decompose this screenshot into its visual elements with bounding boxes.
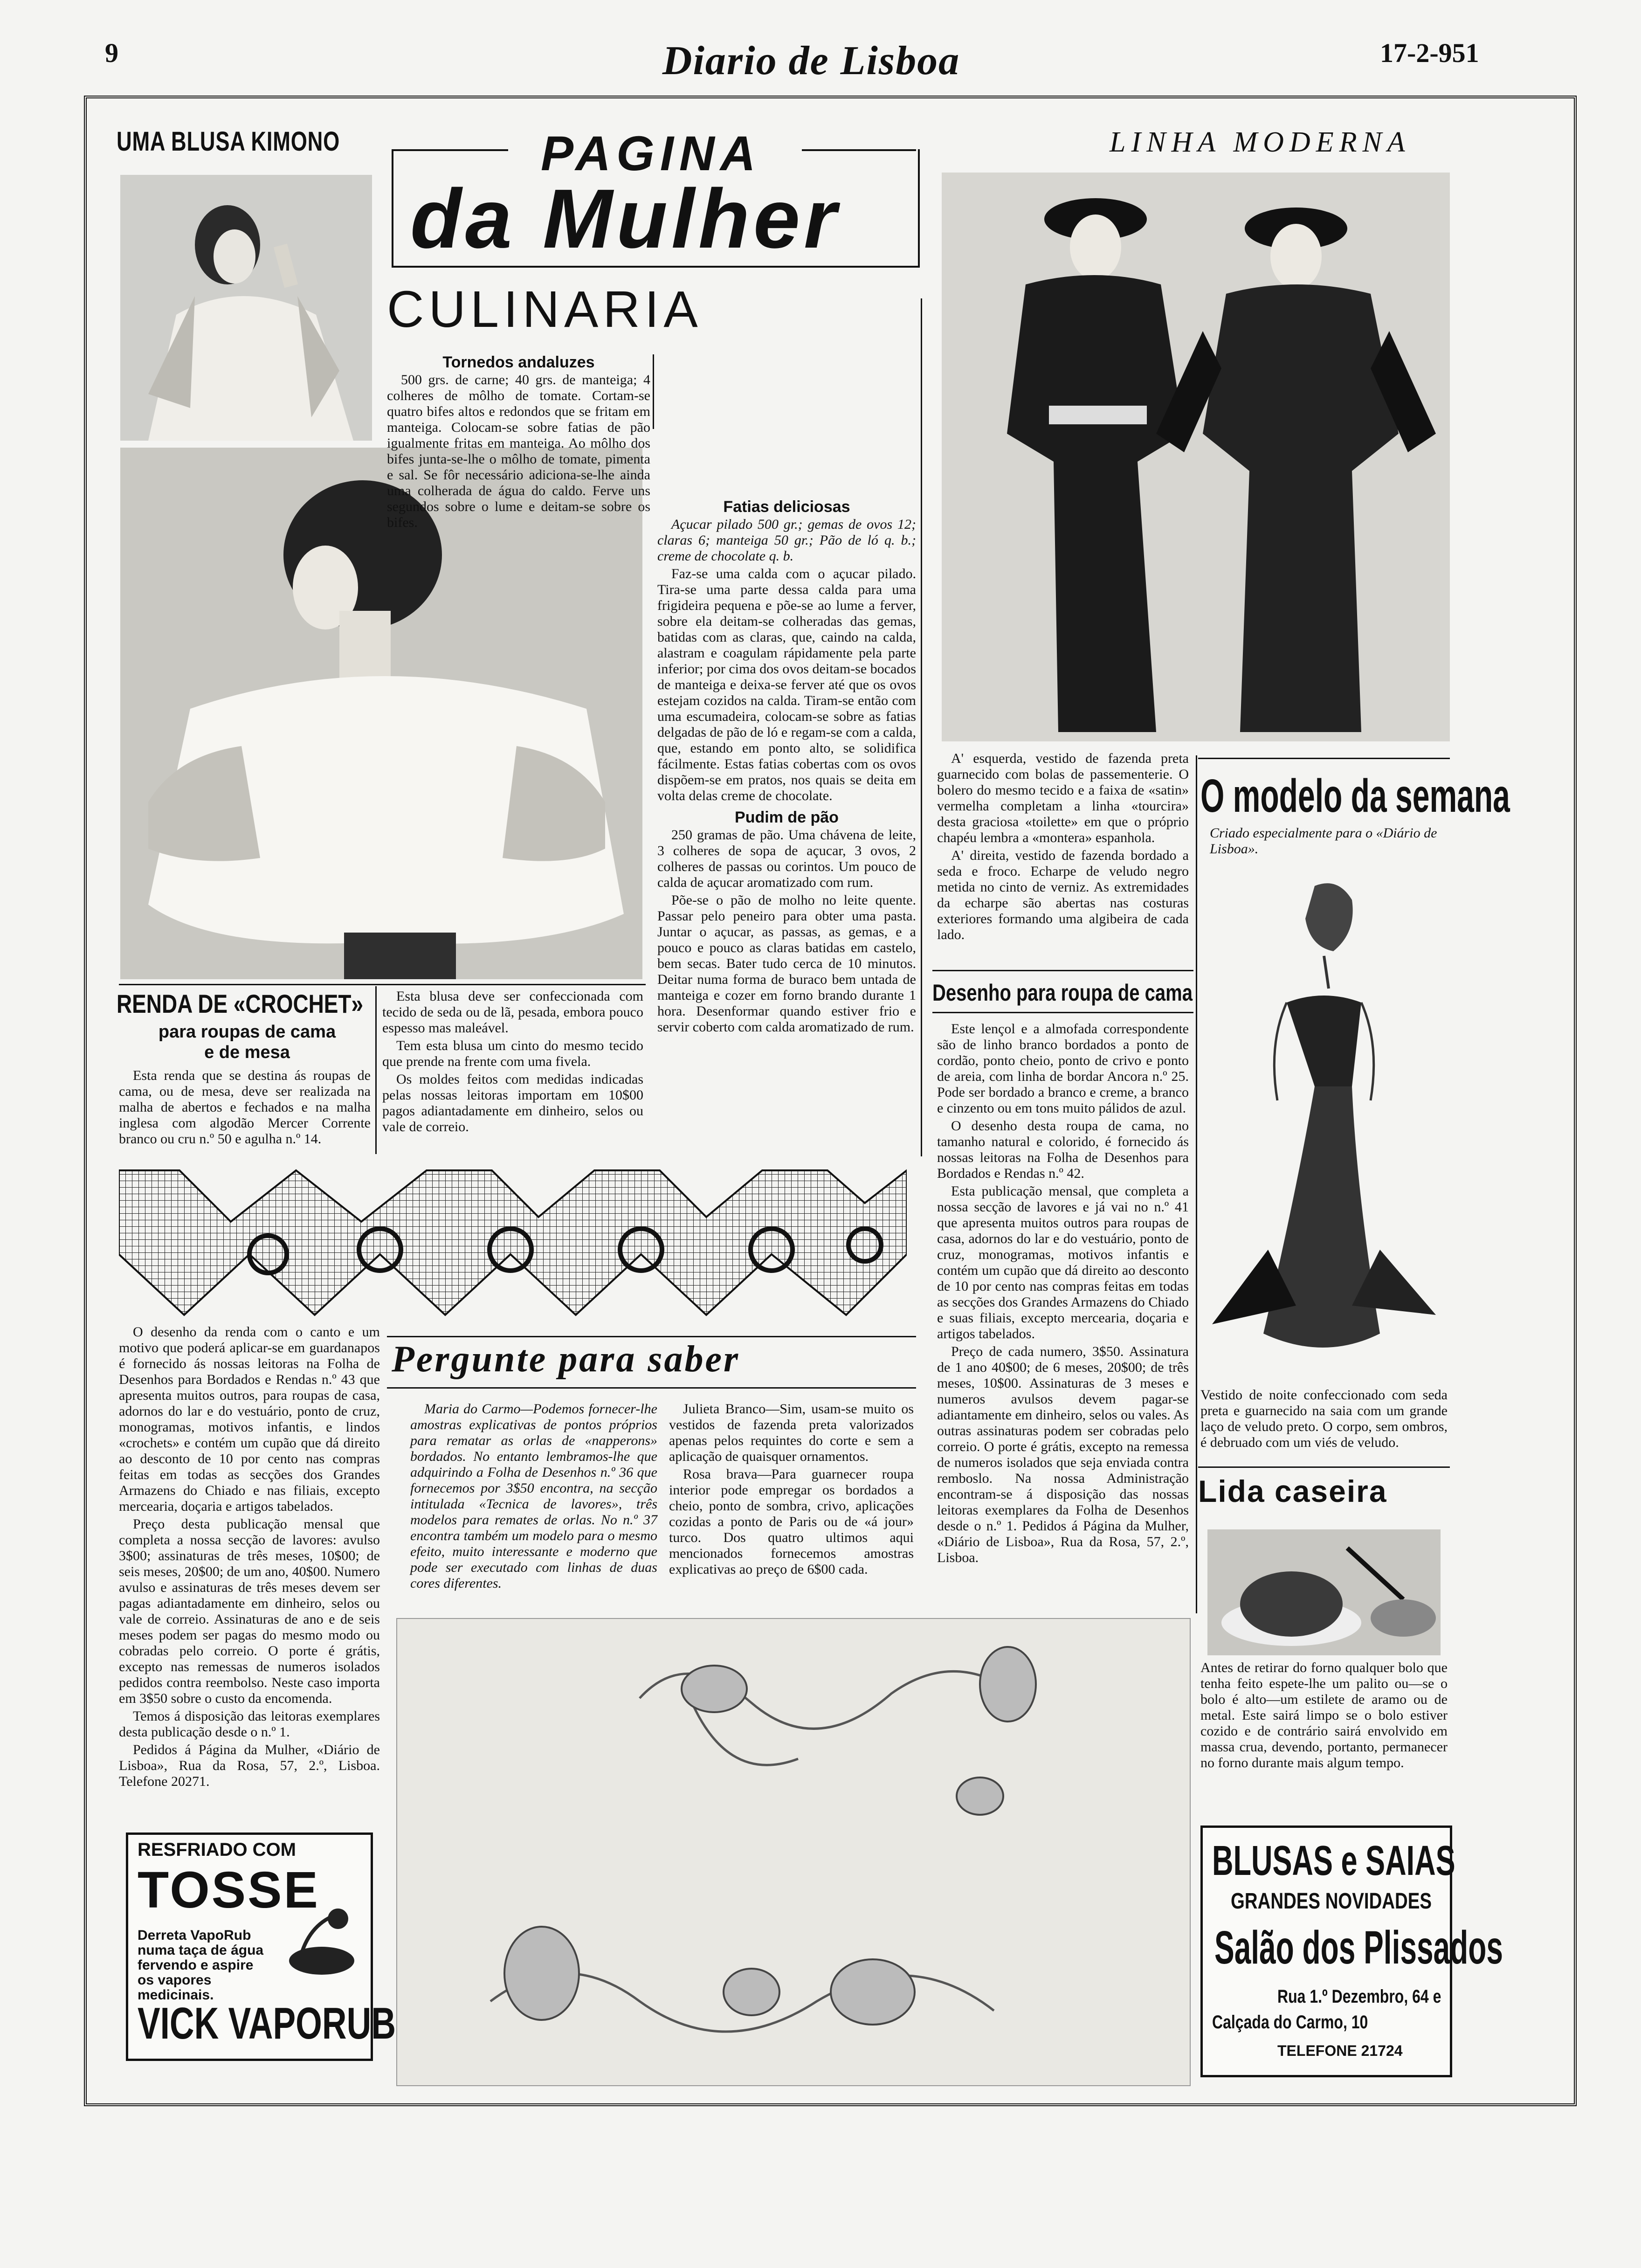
kimono-title: UMA BLUSA KIMONO bbox=[117, 126, 340, 157]
modelo-subtitle: Criado especialmente para o «Diário de Lisboa». bbox=[1210, 825, 1437, 857]
blusas-line5: Calçada do Carmo, 10 bbox=[1212, 2012, 1368, 2033]
pudim-text-2: Põe-se o pão de molho no leite quente. Passar pelo peneiro para obter uma pasta. Juntar o açucar, as passas, as gemas, e a pouco e pouco as claras batidas em castelo, bem secas. Bater tudo cerca de 10 minutos. Deitar numa forma de buraco bem untada de manteiga e cozer em forno brando durante 1 hora. Desenformar quando estiver frio e servir coberto com calda aromatizado de rum. bbox=[657, 892, 916, 1035]
desenho-section bbox=[937, 1021, 1189, 1568]
blusas-line4: Rua 1.º Dezembro, 64 e bbox=[1277, 1986, 1441, 2007]
vicks-illustration bbox=[282, 1905, 361, 1979]
tornedos-title: Tornedos andaluzes bbox=[442, 353, 595, 371]
crochet-body-4: Pedidos á Página da Mulher, «Diário de Lisboa», Rua da Rosa, 57, 2.º, Lisboa. Telefone 20271. bbox=[119, 1742, 380, 1789]
bedding-embroidery-photo bbox=[396, 1618, 1191, 2086]
title-pagina: PAGINA bbox=[527, 126, 775, 182]
pergunte-answer-2: Julieta Branco—Sim, usam-se muito os vestidos de fazenda preta valorizados apenas pelos requintes do corte e sem a aplicação de quaisquer ornamentos. bbox=[669, 1401, 914, 1464]
crochet-intro-text: Esta renda que se destina ás roupas de cama, ou de mesa, deve ser realizada na malha de abertos e fechados e na malha inglesa com algodão Mercer Corrente branco ou cru n.º 50 e agulha n.º 14. bbox=[119, 1068, 371, 1147]
modelo-caption: Vestido de noite confeccionado com seda preta e guarnecido na saia com um grande laço de veludo preto. O corpo, sem ombros, é debruado com um viés de veludo. bbox=[1200, 1387, 1448, 1450]
kimono-caption-2: Tem esta blusa um cinto do mesmo tecido que prende na frente com uma fivela. bbox=[382, 1038, 643, 1069]
page-number: 9 bbox=[105, 38, 118, 68]
kimono-photo-small bbox=[120, 175, 372, 441]
pudim-title: Pudim de pão bbox=[735, 809, 839, 826]
pergunte-answer-3: Rosa brava—Para guarnecer roupa interior pode empregar os bordados a cheio, ponto de sombra, crivo, aplicações cozidas a ponto de Paris ou de «á jour» turco. Dos quatro ultimos aqui mencionados fornecemos amostras explicativas ao preço de 6$00 cada. bbox=[669, 1466, 914, 1577]
crochet-body-1: O desenho da renda com o canto e um motivo que poderá aplicar-se em guardanapos é fornecido ás nossas leitoras na Folha de Desenhos para Bordados e Rendas n.º 43 que apresenta muitos outros, para roupas de casa, adornos do lar e do vestuário, ponto de cruz, monogramas, motivos infantis, e lindos «crochets» e contém um cupão que dá direito ao desconto de 10 por cento nas compras feitas em todas as secções dos Grandes Armazens do Chiado e nas filiais, excepto mercearia, doçaria e artigos tabelados. bbox=[119, 1324, 380, 1514]
linha-caption-1: A' esquerda, vestido de fazenda preta guarnecido com bolas de passementerie. O bolero do mesmo tecido e a faixa de «satin» vermelha completam a linha «tourcira» desta graciosa «toilette» em que o próprio chapéu lembra a «montera» espanhola. bbox=[937, 751, 1189, 845]
blusas-line1: BLUSAS e SAIAS bbox=[1212, 1838, 1455, 1884]
blusas-saias-ad bbox=[1200, 1825, 1503, 2077]
vicks-ad bbox=[126, 1832, 396, 2061]
blusas-line6: TELEFONE 21724 bbox=[1277, 2042, 1403, 2059]
blusas-line3: Salão dos Plissados bbox=[1214, 1922, 1503, 1974]
crochet-subtitle: para roupas de cama e de mesa bbox=[158, 1022, 336, 1062]
lida-photo bbox=[1207, 1529, 1441, 1655]
modelo-illustration bbox=[1203, 867, 1445, 1380]
linha-caption-2: A' direita, vestido de fazenda bordado a seda e froco. Echarpe de veludo negro metida no cinto de verniz. As extremidades da echarpe são abertas nas costuras exteriores formando uma algibeira de cada lado. bbox=[937, 848, 1189, 942]
fatias-section bbox=[657, 499, 916, 1037]
desenho-title: Desenho para roupa de cama bbox=[932, 980, 1193, 1006]
blusas-line2: GRANDES NOVIDADES bbox=[1231, 1889, 1432, 1914]
desenho-text-3: Esta publicação mensal, que completa a nossa secção de lavores e já vai no n.º 41 que apresenta muitos outros para roupas de casa, adornos do lar e do vestuário, ponto de cruz, monogramas, motivos infantis e contém um cupão que dá direito ao desconto de 10 por cento nas compras feitas em todas as secções dos Grandes Armazens do Chiado e suas filiais, excepto mercearia, doçaria e artigos tabelados. bbox=[937, 1183, 1189, 1341]
tornedos-text: 500 grs. de carne; 40 grs. de manteiga; 4 colheres de môlho de tomate. Cortam-se quatro bifes altos e redondos que se fritam em manteiga. Colocam-se sobre fatias de pão igualmente fritas em manteiga. Ao môlho dos bifes junta-se-lhe o môlho de tomate, pimenta e sal. Se fôr necessário adiciona-se-lhe ainda uma colherada de água do caldo. Ferve uns segundos sobre o lume e deitam-se sobre os bifes. bbox=[387, 372, 650, 530]
linha-moderna-photo bbox=[942, 173, 1450, 741]
vicks-line1: RESFRIADO COM bbox=[138, 1839, 296, 1860]
vicks-line3: Derreta VapoRub numa taça de água fervendo e aspire os vapores medicinais. bbox=[138, 1928, 264, 2003]
linha-moderna-caption bbox=[937, 751, 1189, 945]
desenho-text-4: Preço de cada numero, 3$50. Assinatura de 1 ano 40$00; de 6 meses, 20$00; de três meses, 10$00. Assinaturas de 3 meses e numeros avulsos devem pagar-se adiantamente em dinheiro, selos ou vales. As outras assinaturas podem ser cobradas pelo correio. O porte é grátis, excepto na remessa de numeros isolados que seja enviada contra remboslo. Na nossa Administração encontram-se á disposição das nossas leitoras exemplares da Folha de Desenhos desde o n.º 1. Pedidos á Página da Mulher, «Diário de Lisboa», Rua da Rosa, 57, 2.º, Lisboa. bbox=[937, 1344, 1189, 1565]
lida-text: Antes de retirar do forno qualquer bolo que tenha feito espete-lhe um palito ou—se o bolo é alto—um estilete de aramo ou de metal. Este sairá limpo se o bolo estiver cozido e de contrário sairá envolvido em massa crua, devendo, portanto, permanecer no forno durante mais algum tempo. bbox=[1200, 1660, 1448, 1770]
title-mulher: da Mulher bbox=[410, 172, 841, 266]
culinaria-title: CULINARIA bbox=[387, 281, 703, 338]
crochet-body-2: Preço desta publicação mensal que completa a nossa secção de lavores: avulso 3$00; assinaturas de três meses, 10$00; de seis meses, 20$00; de um ano, 40$00. Numero avulso e assinaturas de três meses devem ser pagas adiantadamente em dinheiro, selos ou vale de correio. Assinaturas de ano e de seis meses podem ser pagas do mesmo modo ou cobradas pelo correio. O porte é grátis, excepto nas remessas de numeros isolados pedidos contra reembolso. Neste caso importa em 3$50 sobre o custo da encomenda. bbox=[119, 1516, 380, 1706]
crochet-body bbox=[119, 1324, 380, 1791]
modelo-title: O modelo da semana bbox=[1200, 770, 1510, 822]
lida-title: Lida caseira bbox=[1198, 1474, 1387, 1508]
pergunte-col2 bbox=[669, 1401, 914, 1579]
kimono-caption-1: Esta blusa deve ser confeccionada com tecido de seda ou de lã, pesada, embora pouco espesso mas maleável. bbox=[382, 989, 643, 1036]
fatias-text: Faz-se uma calda com o açucar pilado. Tira-se uma parte dessa calda para uma frigideira pequena e põe-se ao lume a ferver, sobre ela deitam-se colheradas das gemas, batidas com as claras, que, caindo na calda, alastram e coagulam rápidamente pela parte inferior; por cima dos ovos deitam-se bocados de manteiga e deixa-se ferver até que os ovos estejam cozidos na calda. Tiram-se então com uma escumadeira, colocam-se sobre as fatias delgadas de pão de ló e regam-se com a calda, que, estando em ponto alto, se solidifica fácilmente. Estas fatias cobertas com os ovos dispõem-se em pratos, nos quais se deita em volta delas creme de chocolate. bbox=[657, 566, 916, 803]
vicks-line2: TOSSE bbox=[138, 1861, 320, 1919]
tornedos-section bbox=[387, 354, 650, 532]
pergunte-answer-1: Maria do Carmo—Podemos fornecer-lhe amostras explicativas de pontos próprios para rematar as orlas de «napperons» bordados. No entanto lembramos-lhe que adquirindo a Folha de Desenhos n.º 36 que fornecemos por 3$50 encontra, na secção intitulada «Tecnica de lavores», três modelos para remates de orlas. No n.º 37 encontra também um modelo para o mesmo efeito, muito interessante e moderno que pode ser executado com linhas de duas cores diferentes. bbox=[410, 1401, 657, 1591]
crochet-body-3: Temos á disposição das leitoras exemplares desta publicação desde o n.º 1. bbox=[119, 1708, 380, 1740]
desenho-text-2: O desenho desta roupa de cama, no tamanho natural e colorido, é fornecido ás nossas leitoras na Folha de Desenhos para Bordados e Rendas n.º 42. bbox=[937, 1118, 1189, 1181]
vicks-brand: VICK VAPORUB bbox=[138, 1998, 396, 2048]
pergunte-col1 bbox=[410, 1401, 657, 1593]
crochet-lace-illustration bbox=[119, 1161, 907, 1329]
fatias-title: Fatias deliciosas bbox=[723, 498, 850, 516]
pergunte-title: Pergunte para saber bbox=[392, 1339, 740, 1380]
desenho-text-1: Este lençol e a almofada correspondente são de linho branco bordados a ponto de cordão, ponto cheio, ponto de crivo e ponto de areia, com linha de bordar Ancora n.º 25. Pode ser bordado a branco e creme, a branco e cinzento ou em tons muito pálidos de azul. bbox=[937, 1021, 1189, 1116]
masthead: Diario de Lisboa bbox=[662, 38, 960, 83]
crochet-title: RENDA DE «CROCHET» bbox=[117, 989, 364, 1018]
linha-moderna-title: LINHA MODERNA bbox=[1110, 126, 1411, 158]
kimono-caption-3: Os moldes feitos com medidas indicadas pelas nossas leitoras importam em 10$00 pagos adiantadamente em dinheiro, selos ou vale de correio. bbox=[382, 1072, 643, 1134]
fatias-ingredients: Açucar pilado 500 gr.; gemas de ovos 12; claras 6; manteiga 50 gr.; Pão de ló q. b.; creme de chocolate q. b. bbox=[657, 517, 916, 564]
pudim-text-1: 250 gramas de pão. Uma chávena de leite, 3 colheres de sopa de açucar, 3 ovos, 2 colheres de passas ou corintos. Um pouco de calda de açucar aromatizado com rum. bbox=[657, 827, 916, 890]
kimono-caption bbox=[382, 989, 643, 1137]
crochet-intro bbox=[119, 1068, 371, 1149]
issue-date: 17-2-951 bbox=[1380, 38, 1479, 68]
